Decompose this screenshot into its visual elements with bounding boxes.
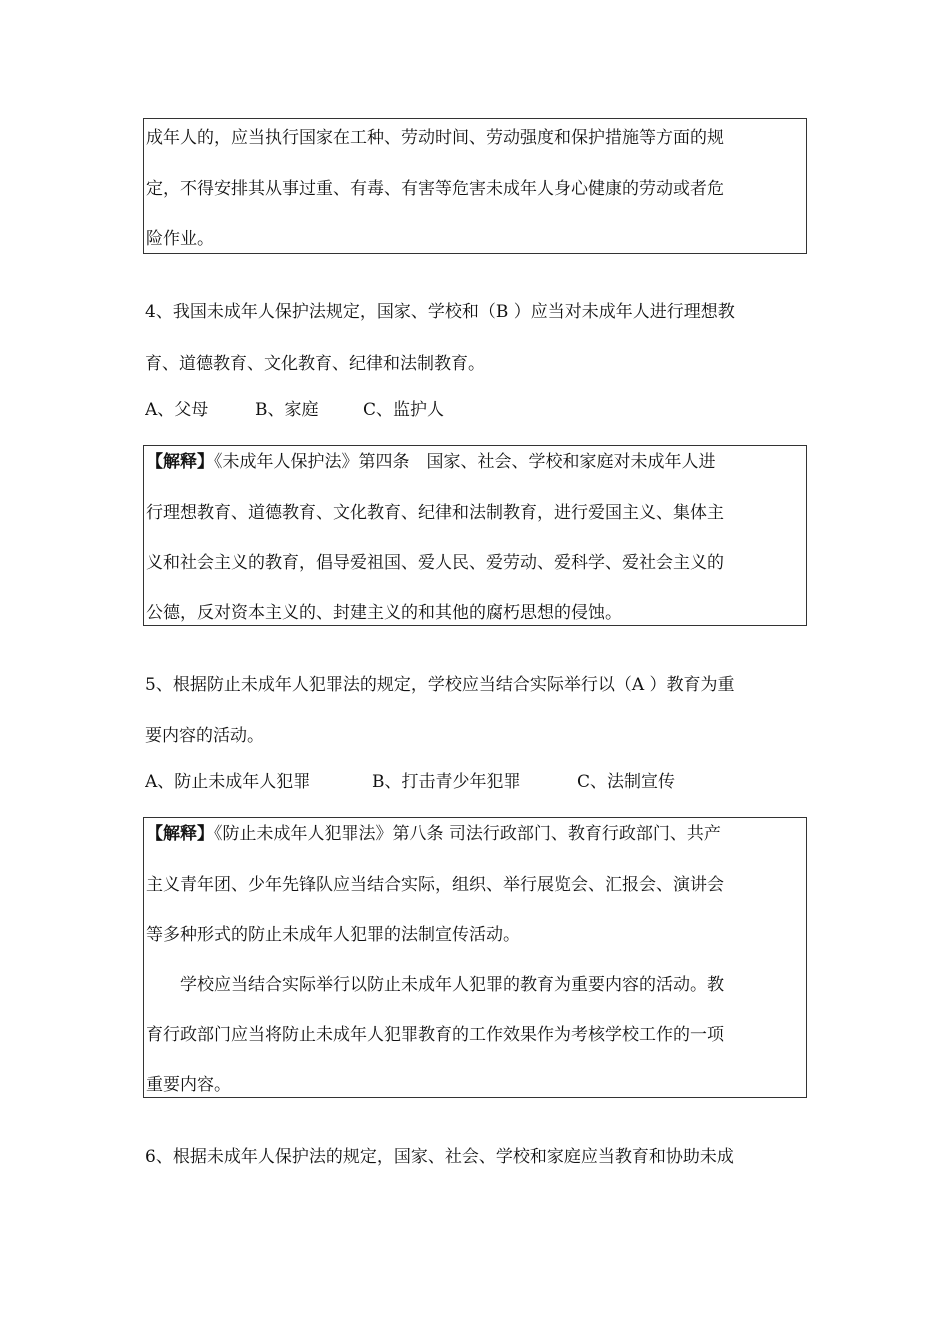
explanation-line: 成年人的，应当执行国家在工种、劳动时间、劳动强度和保护措施等方面的规 [146,128,724,148]
option-b: B、打击青少年犯罪 [372,772,521,792]
explanation-line: 育行政部门应当将防止未成年人犯罪教育的工作效果作为考核学校工作的一项 [146,1025,724,1045]
explanation-line: 行理想教育、道德教育、文化教育、纪律和法制教育，进行爱国主义、集体主 [146,503,724,523]
explanation-line: 主义青年团、少年先锋队应当结合实际，组织、举行展览会、汇报会、演讲会 [146,875,724,895]
explanation-line: 公德，反对资本主义的、封建主义的和其他的腐朽思想的侵蚀。 [146,603,622,623]
option-a: A、防止未成年人犯罪 [145,772,311,792]
explanation-line [146,451,804,473]
explanation-text: 《防止未成年人犯罪法》第八条 司法行政部门、教育行政部门、共产 [214,824,721,844]
explanation-text: 《未成年人保护法》第四条 国家、社会、学校和家庭对未成年人进 [214,452,716,472]
explanation-tag: 【解释】 [146,824,214,844]
explanation-box-continued [143,118,807,254]
explanation-box-q4 [143,445,807,626]
question-4-text: 4、我国未成年人保护法规定，国家、学校和（B ）应当对未成年人进行理想教 [145,302,735,322]
option-c: C、法制宣传 [577,772,676,792]
explanation-line: 险作业。 [146,229,214,249]
option-b: B、家庭 [255,400,319,420]
question-6-text: 6、根据未成年人保护法的规定，国家、社会、学校和家庭应当教育和协助未成 [145,1147,734,1167]
explanation-line [146,823,804,845]
question-4-text: 育、道德教育、文化教育、纪律和法制教育。 [145,354,485,374]
option-c: C、监护人 [363,400,445,420]
explanation-line: 定，不得安排其从事过重、有毒、有害等危害未成年人身心健康的劳动或者危 [146,179,724,199]
question-5-text: 要内容的活动。 [145,726,264,746]
explanation-line: 重要内容。 [146,1075,231,1095]
explanation-line: 义和社会主义的教育，倡导爱祖国、爱人民、爱劳动、爱科学、爱社会主义的 [146,553,724,573]
question-5-options [145,771,809,793]
question-5-text: 5、根据防止未成年人犯罪法的规定，学校应当结合实际举行以（A ）教育为重 [145,675,735,695]
question-4-options [145,399,809,421]
explanation-line: 等多种形式的防止未成年人犯罪的法制宣传活动。 [146,925,520,945]
explanation-line: 学校应当结合实际举行以防止未成年人犯罪的教育为重要内容的活动。教 [146,975,724,995]
explanation-box-q5 [143,817,807,1098]
option-a: A、父母 [145,400,209,420]
explanation-tag: 【解释】 [146,452,214,472]
